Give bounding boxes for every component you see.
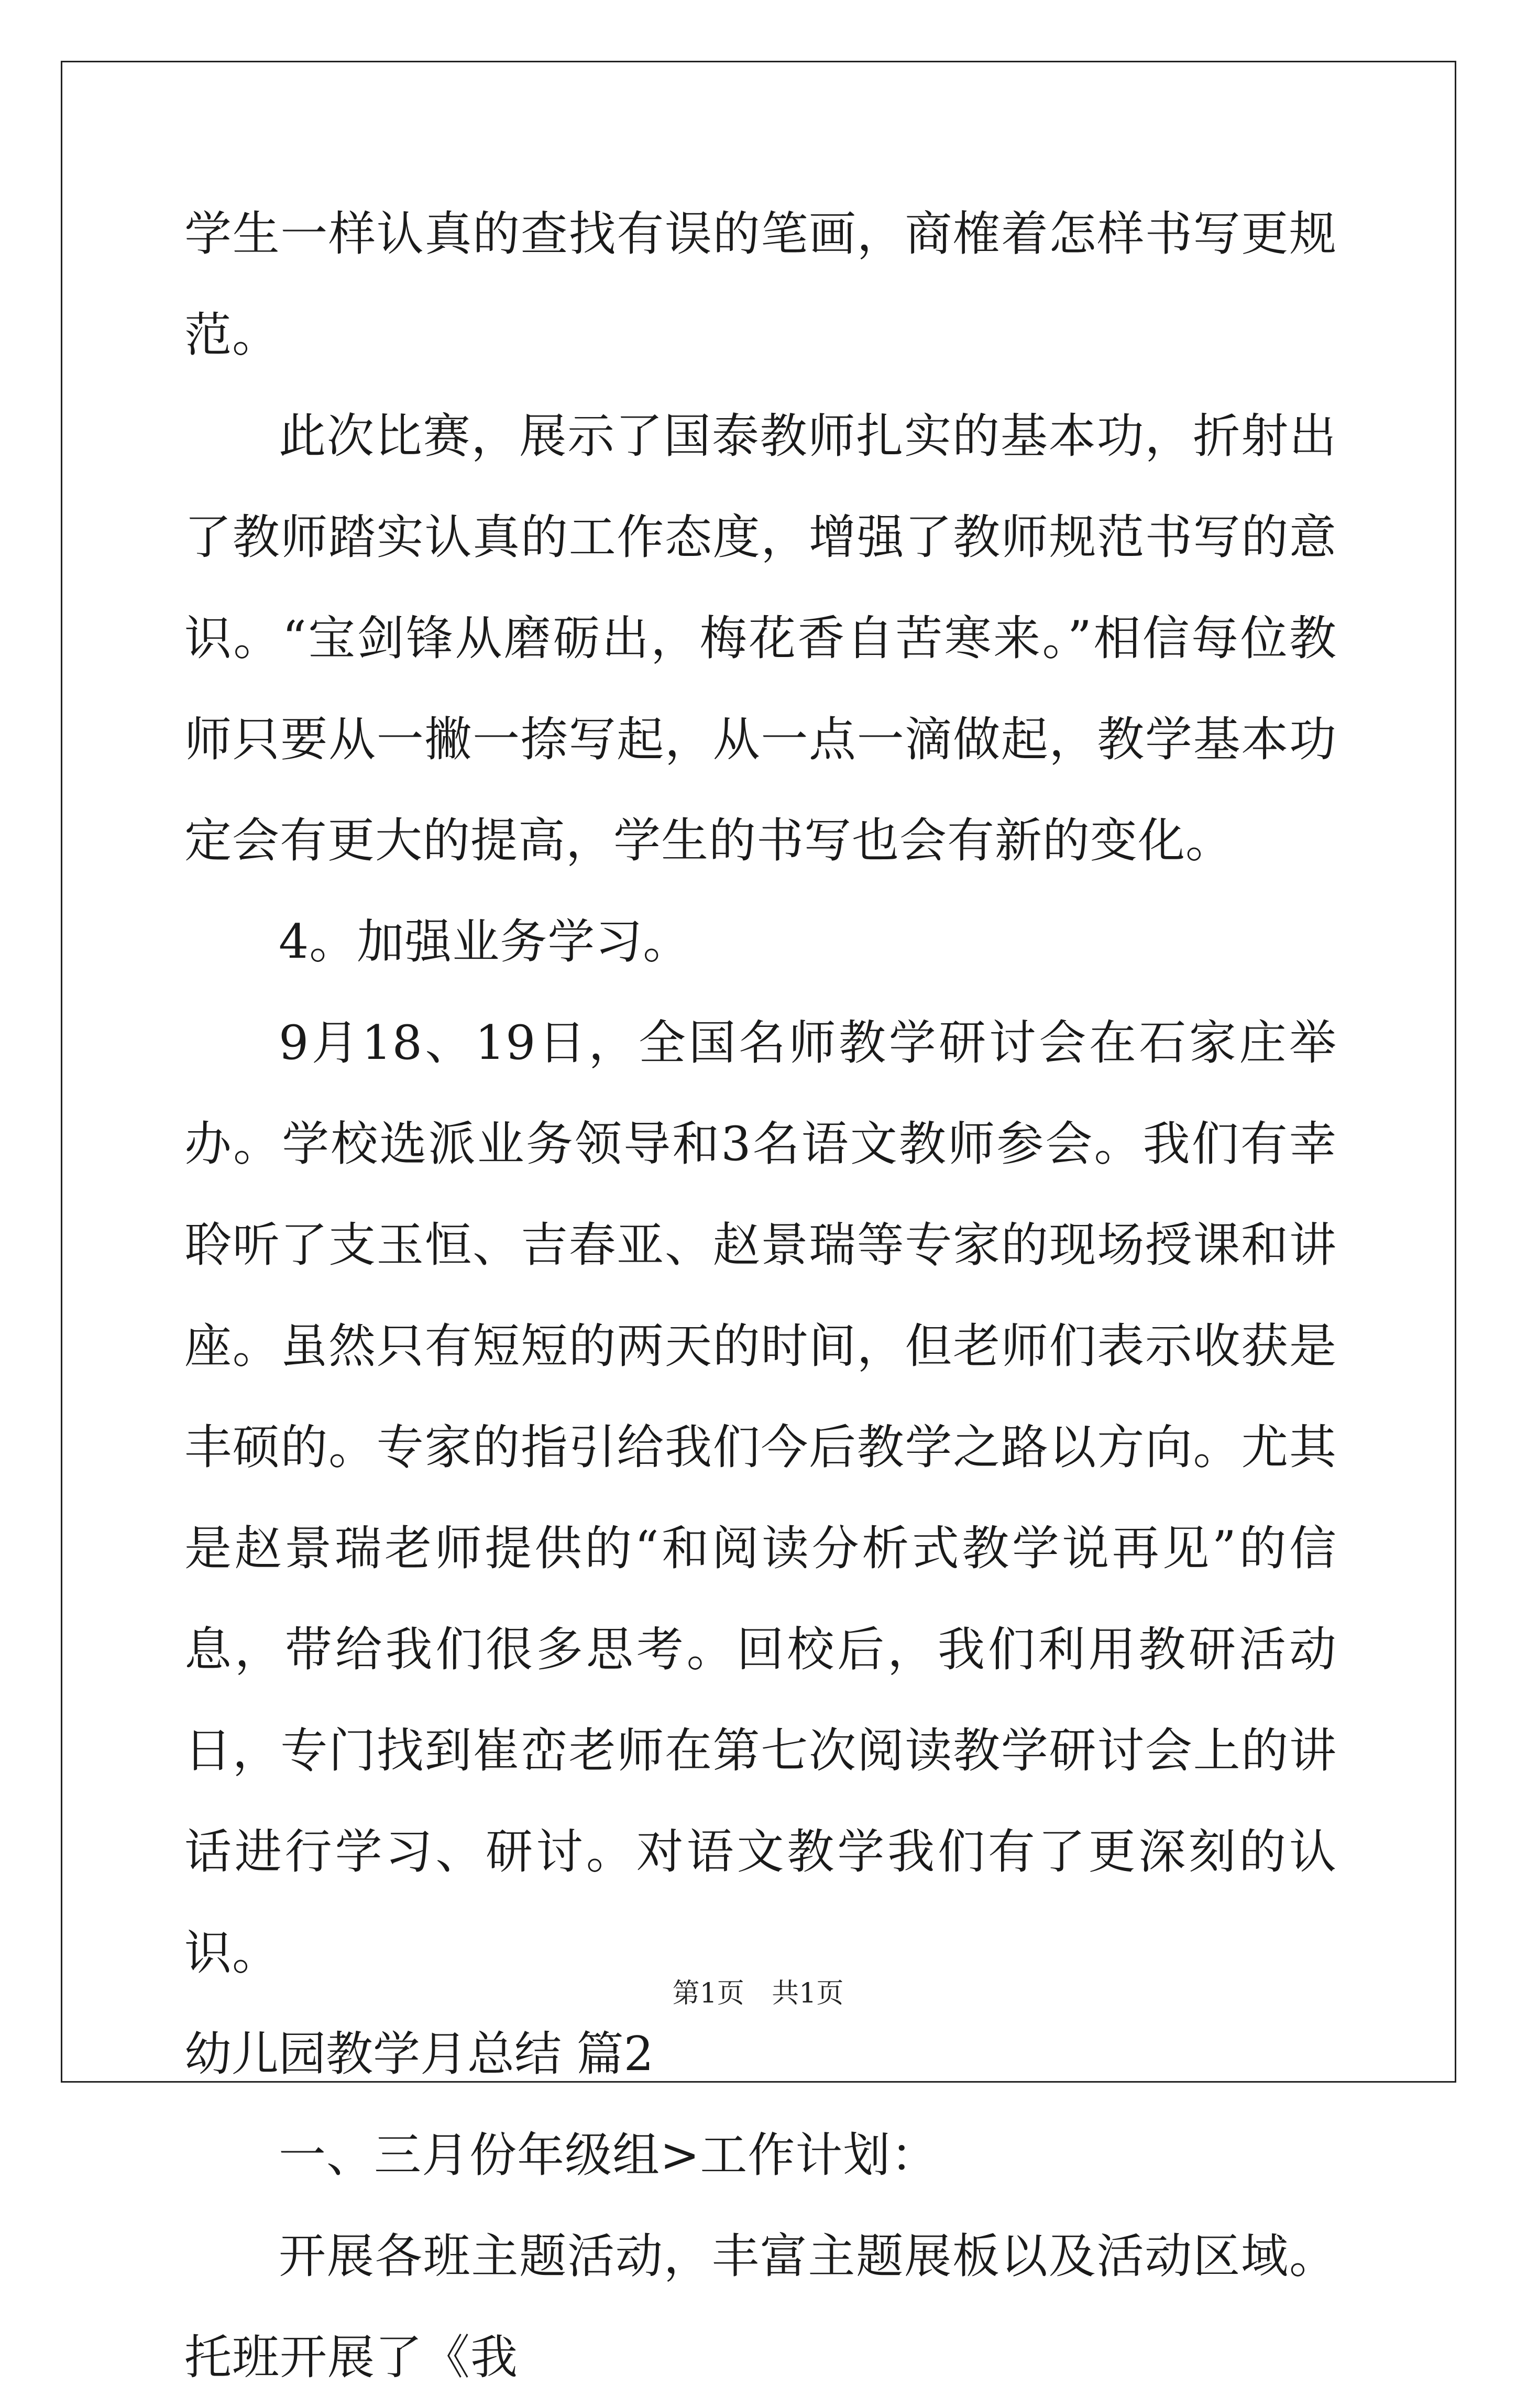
paragraph-3: 4。加强业务学习。 bbox=[279, 914, 691, 969]
page-number: 第1页 bbox=[672, 1978, 744, 2009]
paragraph-4: 9月18、19日，全国名师教学研讨会在石家庄举办。学校选派业务领导和3名语文教师参会。我们有幸聆听了支玉恒、吉春亚、赵景瑞等专家的现场授课和讲座。虽然只有短短的两天的时间，但老师们表示收获是丰硕的。专家的指引给我们今后教学之路以方向。尤其是赵景瑞老师提供的“和阅读分析式教学说再见”的信息，带给我们很多思考。回校后，我们利用教研活动日，专门找到崔峦老师在第七次阅读教学研讨会上的讲话进行学习、研讨。对语文教学我们有了更深刻的认识。 bbox=[184, 1015, 1337, 1980]
document-body bbox=[184, 183, 1337, 2408]
page-total: 共1页 bbox=[772, 1978, 844, 2009]
paragraph-6: 开展各班主题活动，丰富主题展板以及活动区域。托班开展了《我 bbox=[184, 2229, 1337, 2385]
page-footer bbox=[0, 1978, 1516, 2009]
paragraph-1: 学生一样认真的查找有误的笔画，商榷着怎样书写更规范。 bbox=[184, 206, 1337, 363]
paragraph-2: 此次比赛，展示了国泰教师扎实的基本功，折射出了教师踏实认真的工作态度，增强了教师规范书写的意识。“宝剑锋从磨砺出，梅花香自苦寒来。”相信每位教师只要从一撇一捺写起，从一点一滴做起，教学基本功定会有更大的提高，学生的书写也会有新的变化。 bbox=[184, 409, 1337, 868]
paragraph-5: 一、三月份年级组>工作计划： bbox=[279, 2128, 939, 2183]
section-heading: 幼儿园教学月总结 篇2 bbox=[184, 2027, 654, 2082]
